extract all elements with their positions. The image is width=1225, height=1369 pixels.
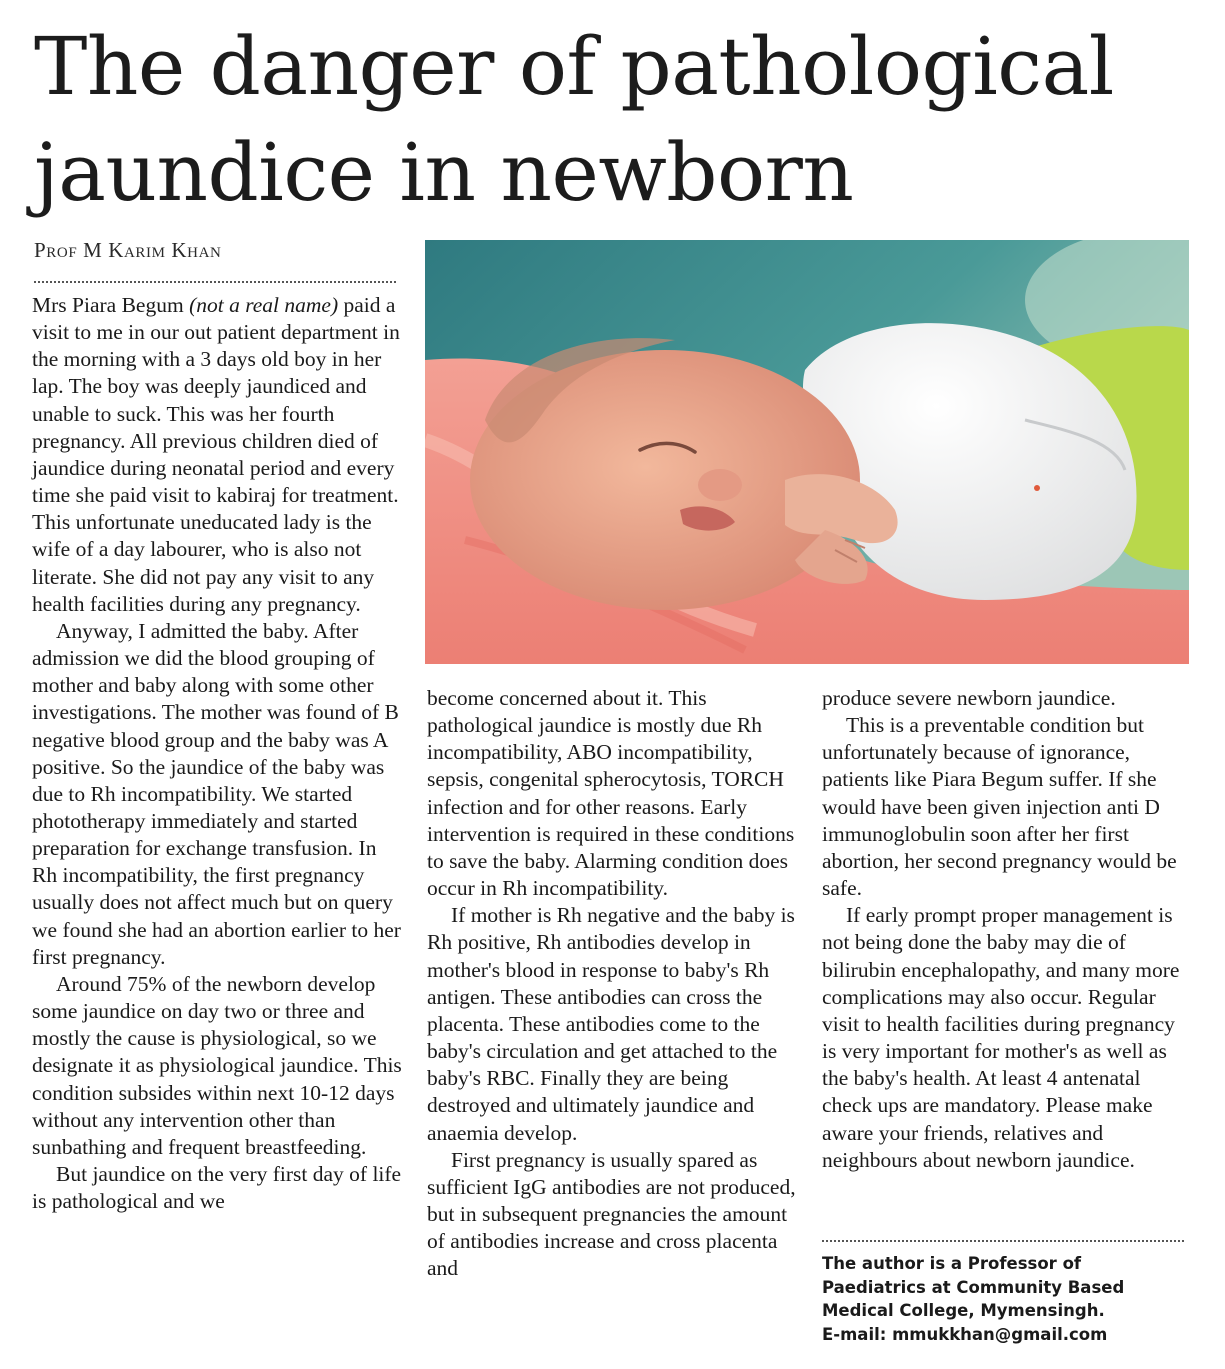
article-column-2 [427, 685, 799, 1282]
paragraph-management: If early prompt proper management is not being done the baby may die of bilirubin encephalopathy, and many more complications may also occur. Regular visit to health facilities during pregnancy is very important for mother's as well as the baby's health. At least 4 antenatal check ups are mandatory. Please make aware your friends, relatives and neighbours about newborn jaundice. [822, 903, 1180, 1172]
author-bio [822, 1252, 1202, 1346]
not-real-name-note: (not a real name) [189, 293, 339, 317]
paragraph-severe-jaundice: produce severe newborn jaundice. [822, 686, 1116, 710]
headline-line-1: The danger of pathological [34, 20, 1114, 113]
paragraph-preventable: This is a preventable condition but unfortunately because of ignorance, patients like Piara Begum suffer. If she would have been given injection anti D immunoglobulin soon after her first abortion, her second pregnancy would be safe. [822, 713, 1177, 901]
headline-line-2: jaundice in newborn [34, 126, 854, 219]
byline-divider [34, 281, 396, 283]
sleeping-baby-illustration [425, 240, 1189, 664]
author-email: E-mail: mmukkhan@gmail.com [822, 1324, 1108, 1344]
article-column-1 [32, 292, 404, 1215]
article-column-3 [822, 685, 1194, 1174]
newborn-photo [425, 240, 1189, 664]
paragraph-pathological-start: But jaundice on the very first day of life is pathological and we [32, 1162, 402, 1214]
byline: Prof M Karim Khan [34, 238, 222, 262]
author-bio-line-3: Medical College, Mymensingh. [822, 1301, 1105, 1320]
paragraph-rh-antibodies: If mother is Rh negative and the baby is Rh positive, Rh antibodies develop in mother's blood in response to baby's Rh antigen. These antibodies can cross the placenta. These antibodies come to the baby's circulation and get attached to the baby's RBC. Finally they are being destroyed and ultimately jaundice and anaemia develop. [427, 903, 795, 1145]
headline [34, 14, 1204, 226]
paragraph-admission: Anyway, I admitted the baby. After admission we did the blood grouping of mother and baby along with some other investigations. The mother was found of B negative blood group and the baby was A positive. So the jaundice of the baby was due to Rh incompatibility. We started phototherapy immediately and started preparation for exchange transfusion. In Rh incompatibility, the first pregnancy usually does not affect much but on query we found she had an abortion earlier to her first pregnancy. [32, 618, 401, 969]
paragraph-patient-visit: Mrs Piara Begum (not a real name) paid a visit to me in our out patient department in the morning with a 3 days old boy in her lap. The boy was deeply jaundiced and unable to suck. This was her fourth pregnancy. All previous children died of jaundice during neonatal period and every time she paid visit to kabiraj for treatment. This unfortunate uneducated lady is the wife of a day labourer, who is also not literate. She did not pay any visit to any health facilities during any pregnancy. [32, 293, 400, 616]
author-bio-line-1: The author is a Professor of [822, 1254, 1082, 1273]
paragraph-first-pregnancy: First pregnancy is usually spared as sufficient IgG antibodies are not produced, but in subsequent pregnancies the amount of antibodies increase and cross placenta and [427, 1147, 796, 1281]
bio-divider [822, 1240, 1184, 1242]
author-bio-line-2: Paediatrics at Community Based [822, 1277, 1125, 1297]
paragraph-concern: become concerned about it. This pathological jaundice is mostly due Rh incompatibility, ABO incompatibility, sepsis, congenital spherocytosis, TORCH infection and for other reasons. Early intervention is required in these conditions to save the baby. Alarming condition does occur in Rh incompatibility. [427, 686, 795, 901]
paragraph-physiological-jaundice: Around 75% of the newborn develop some jaundice on day two or three and mostly the cause is physiological, so we designate it as physiological jaundice. This condition subsides within next 10-12 days without any intervention other than sunbathing and frequent breastfeeding. [32, 971, 402, 1159]
